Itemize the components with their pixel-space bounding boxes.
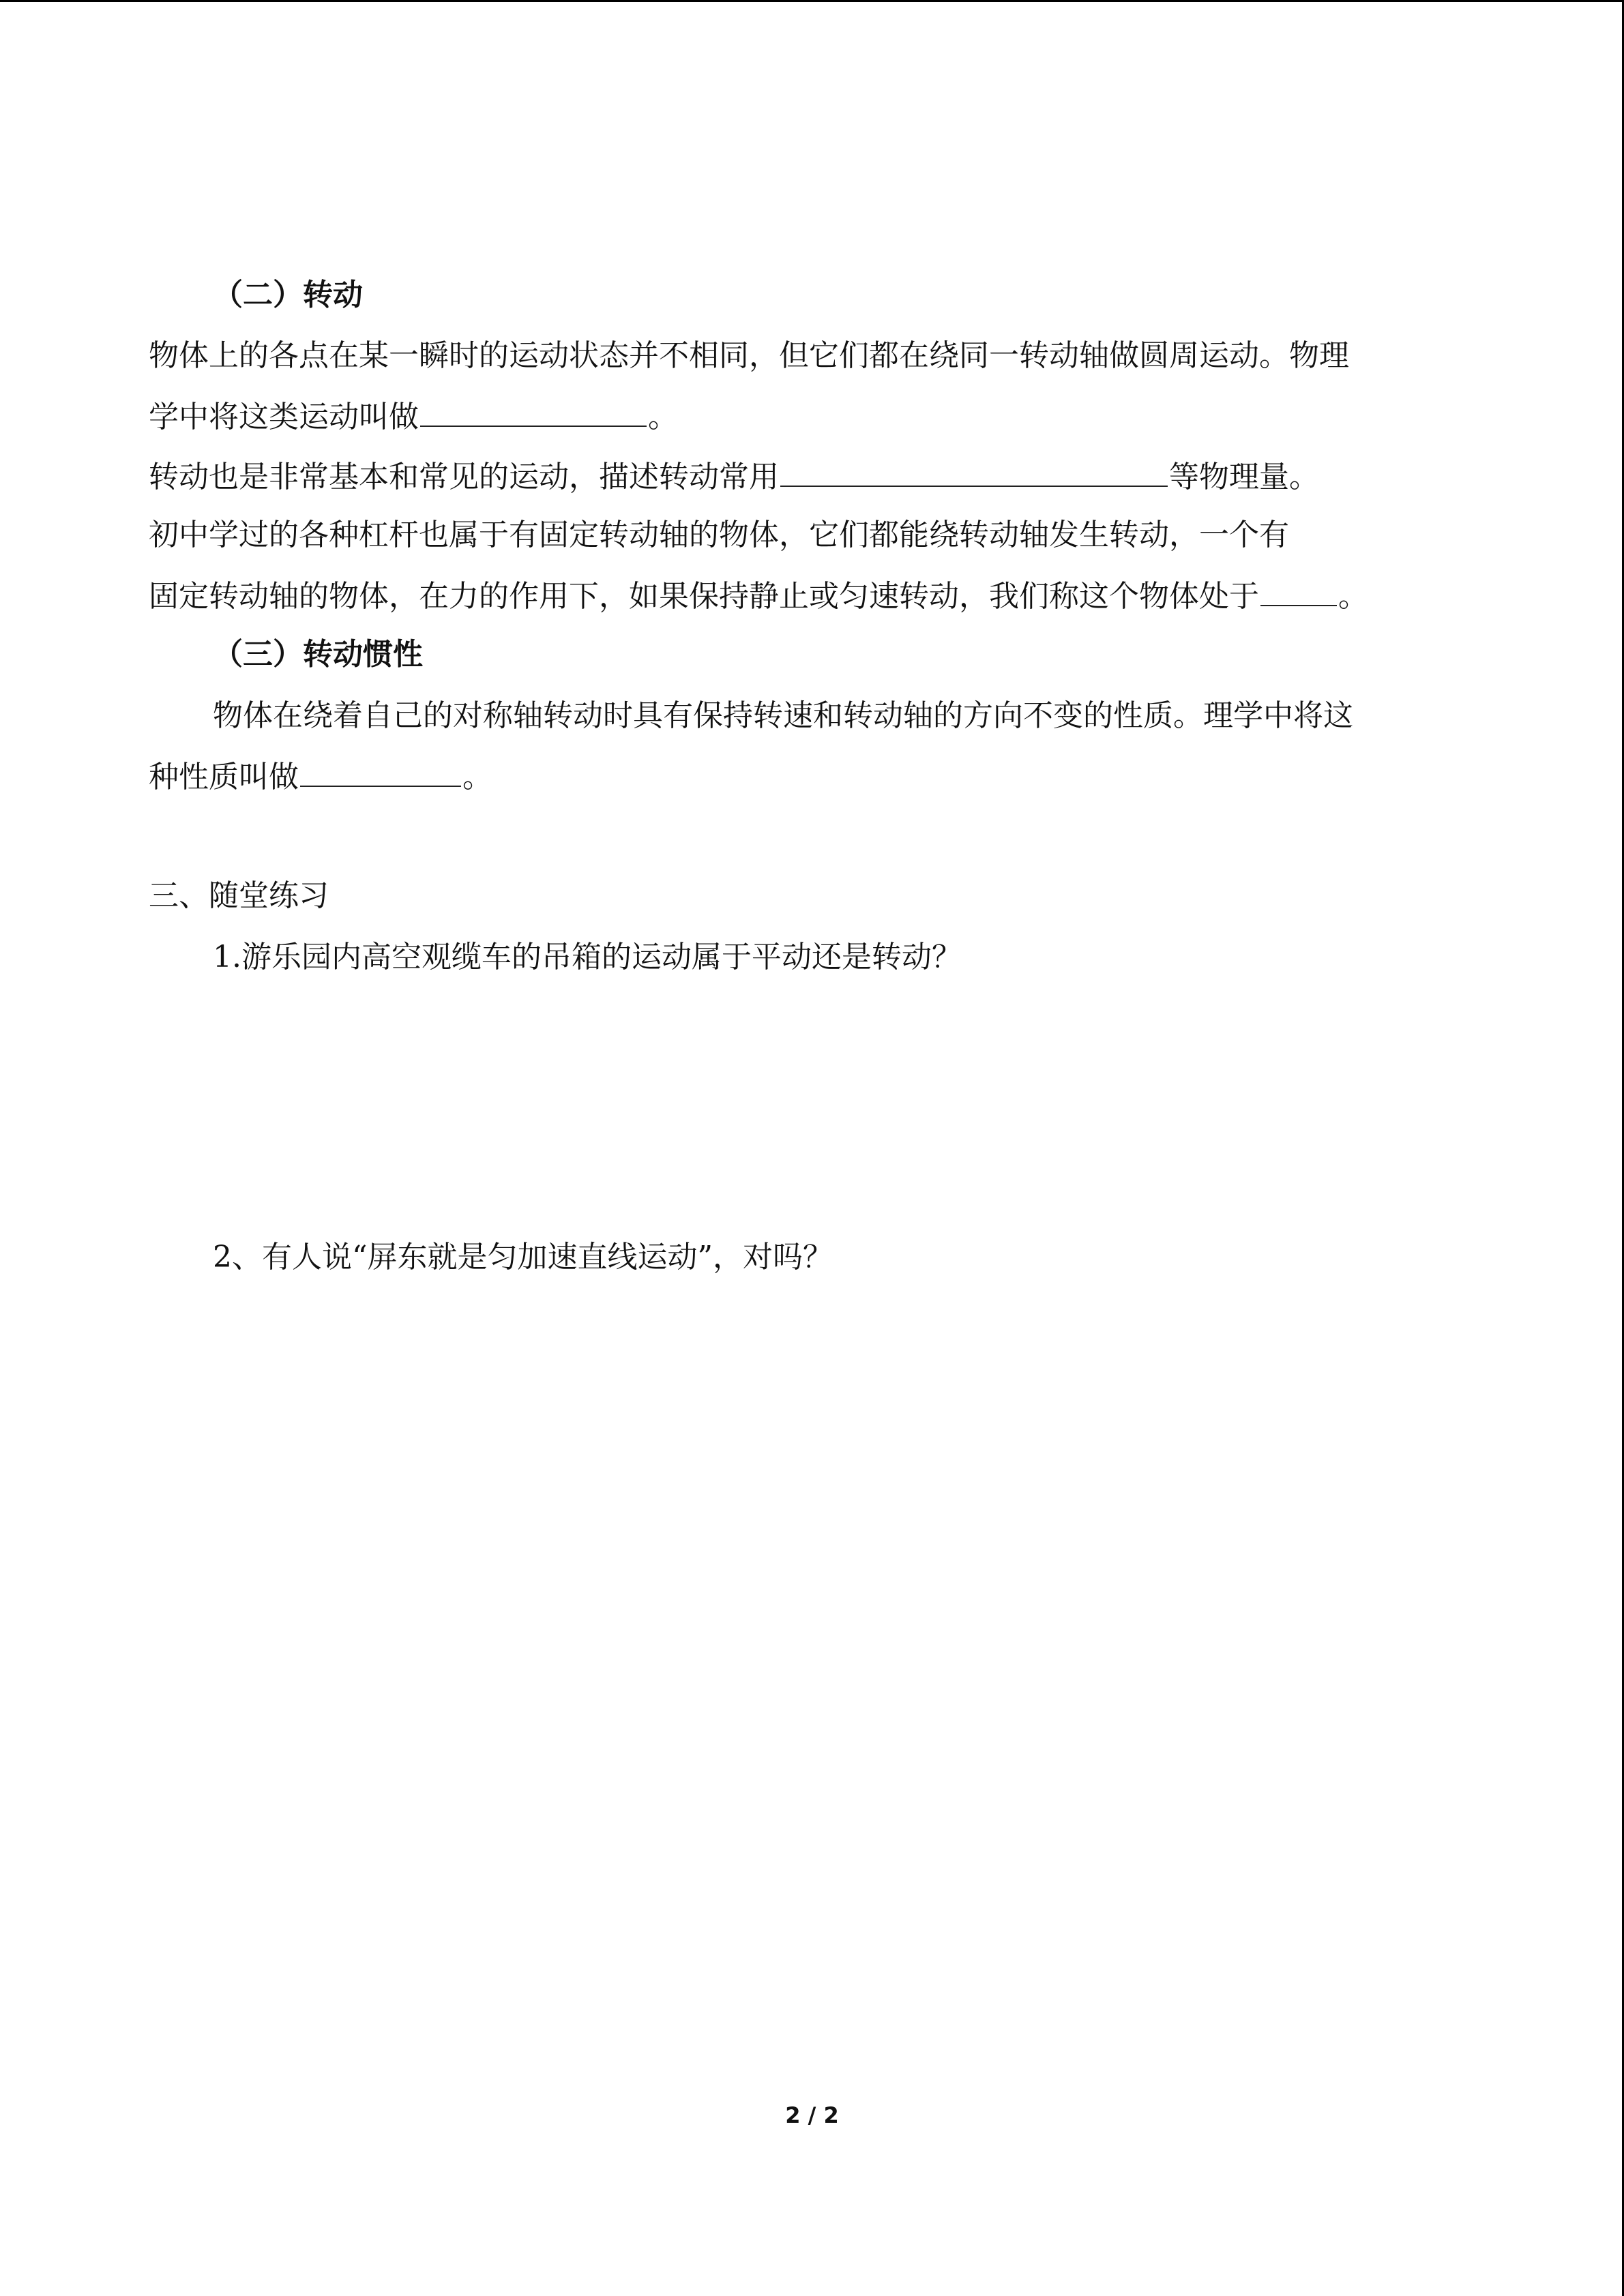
text-span: 学中将这类运动叫做 [149, 400, 419, 434]
text-span: 种性质叫做 [149, 760, 299, 794]
text-span: 固定转动轴的物体，在力的作用下，如果保持静止或匀速转动，我们称这个物体处于 [149, 579, 1259, 614]
text-span: 等物理量。 [1169, 460, 1319, 494]
section-heading-rotational-inertia: （三）转动惯性 [213, 637, 423, 672]
fill-blank[interactable] [1260, 575, 1337, 606]
text-span: 。 [462, 760, 492, 794]
section-heading-rotation: （二）转动 [213, 278, 363, 312]
fill-blank[interactable] [300, 756, 461, 787]
paragraph-line [149, 456, 1319, 496]
paragraph-line: 物体上的各点在某一瞬时的运动状态并不相同，但它们都在绕同一转动轴做圆周运动。物理 [149, 338, 1349, 373]
paragraph-line [149, 756, 492, 796]
paragraph-line: 物体在绕着自己的对称轴转动时具有保持转速和转动轴的方向不变的性质。理学中将这 [213, 698, 1353, 733]
practice-question-2: 2、有人说“屏东就是匀加速直线运动”，对吗？ [213, 1240, 833, 1274]
fill-blank[interactable] [780, 456, 1168, 487]
paragraph-line [149, 575, 1368, 616]
paragraph-line: 初中学过的各种杠杆也属于有固定转动轴的物体，它们都能绕转动轴发生转动，一个有 [149, 518, 1289, 552]
page-number: 2 / 2 [785, 2102, 839, 2128]
practice-heading: 三、随堂练习 [149, 878, 329, 913]
paragraph-line [149, 396, 678, 436]
text-span: 。 [1338, 579, 1368, 614]
practice-question-1: 1.游乐园内高空观缆车的吊箱的运动属于平动还是转动？ [213, 940, 962, 974]
text-span: 。 [648, 400, 678, 434]
fill-blank[interactable] [420, 396, 647, 427]
text-span: 转动也是非常基本和常见的运动，描述转动常用 [149, 460, 779, 494]
